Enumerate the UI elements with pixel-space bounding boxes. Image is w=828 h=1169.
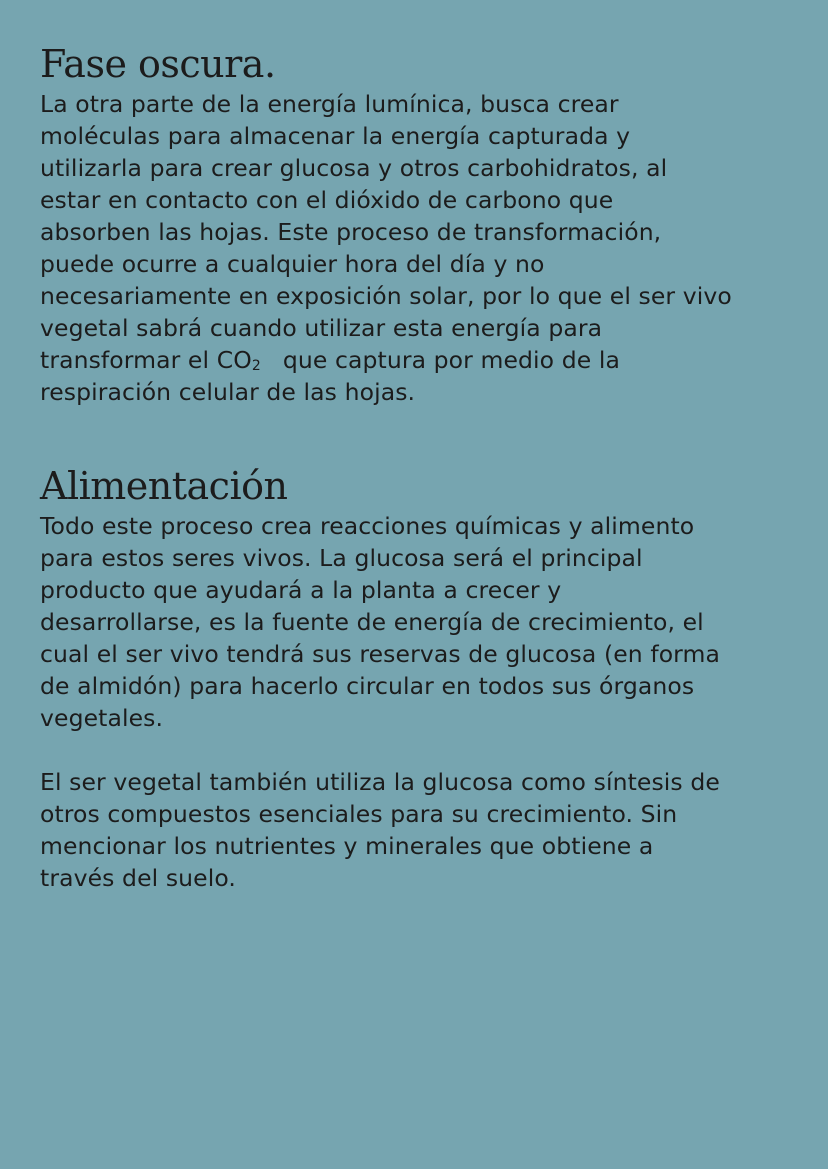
paragraph-line: estar en contacto con el dióxido de carbono que xyxy=(40,186,614,214)
co2-subscript: 2 xyxy=(251,358,261,374)
paragraph-line: respiración celular de las hojas. xyxy=(40,378,416,406)
document-page xyxy=(40,40,800,894)
co2-text-after: que captura por medio de la xyxy=(282,346,620,374)
paragraph-line: vegetales. xyxy=(40,704,164,732)
co2-text-before: transformar el CO xyxy=(40,346,252,374)
section-paragraph xyxy=(40,510,800,734)
paragraph-line: moléculas para almacenar la energía capturada y xyxy=(40,122,631,150)
paragraph-line: de almidón) para hacerlo circular en todos sus órganos xyxy=(40,672,695,700)
section-paragraph xyxy=(40,766,800,894)
paragraph-line: Todo este proceso crea reacciones químicas y alimento xyxy=(40,512,695,540)
paragraph-line: desarrollarse, es la fuente de energía de crecimiento, el xyxy=(40,608,704,636)
section-heading: Fase oscura. xyxy=(40,42,276,86)
paragraph-line: producto que ayudará a la planta a crecer y xyxy=(40,576,562,604)
section-heading: Alimentación xyxy=(40,464,288,508)
paragraph-line: absorben las hojas. Este proceso de transformación, xyxy=(40,218,662,246)
section-paragraph xyxy=(40,88,800,408)
paragraph-line: para estos seres vivos. La glucosa será el principal xyxy=(40,544,643,572)
paragraph-line-co2 xyxy=(40,344,800,376)
paragraph-line: vegetal sabrá cuando utilizar esta energía para xyxy=(40,314,603,342)
paragraph-line: utilizarla para crear glucosa y otros carbohidratos, al xyxy=(40,154,668,182)
paragraph-line: otros compuestos esenciales para su crecimiento. Sin xyxy=(40,800,678,828)
paragraph-line: cual el ser vivo tendrá sus reservas de glucosa (en forma xyxy=(40,640,721,668)
paragraph-line: través del suelo. xyxy=(40,864,236,892)
section-alimentacion xyxy=(40,462,800,894)
paragraph-line: mencionar los nutrientes y minerales que obtiene a xyxy=(40,832,654,860)
section-fase-oscura xyxy=(40,40,800,408)
paragraph-line: La otra parte de la energía lumínica, busca crear xyxy=(40,90,619,118)
paragraph-line: necesariamente en exposición solar, por lo que el ser vivo xyxy=(40,282,732,310)
paragraph-line: El ser vegetal también utiliza la glucosa como síntesis de xyxy=(40,768,720,796)
paragraph-line: puede ocurre a cualquier hora del día y no xyxy=(40,250,545,278)
